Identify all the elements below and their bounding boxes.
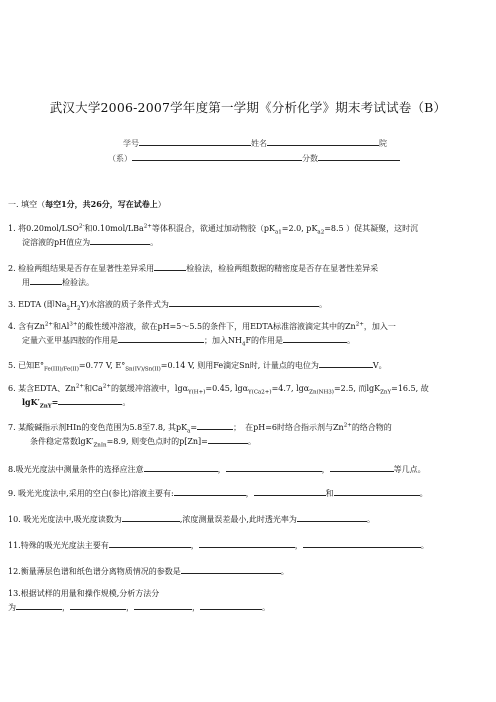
q6-text-a: 6. 某含EDTA、Zn — [8, 384, 76, 393]
q7-text-d: 的络合物的 — [351, 423, 392, 432]
q10-text-b: ,浓度测量误差最小,此时透光率为 — [179, 515, 297, 524]
student-info-line-2 — [108, 151, 400, 164]
q5-sub-fe: Fe(III)/Fe(II) — [44, 366, 79, 373]
q13-sep-1: ， — [62, 603, 70, 612]
q9-sep-2: 和 — [325, 489, 334, 498]
q3-blank[interactable] — [169, 297, 319, 307]
exam-title: 武汉大学2006-2007学年度第一学期《分析化学》期末考试试卷（B） — [49, 100, 447, 115]
q3-sub-na: 2 — [66, 305, 71, 312]
section-heading-end: ） — [157, 200, 166, 209]
q9-blank-2[interactable] — [254, 486, 326, 496]
q4-line2-text-c: F的作用是 — [245, 336, 284, 345]
q6-sub-zny2: ZnY — [39, 403, 52, 410]
q11-text-a: 11.特殊的吸光光度法主要有 — [8, 541, 109, 550]
q5-sub-sn: Sn(IV)/Sn(II) — [125, 366, 161, 373]
q3-sub-h: 2 — [77, 305, 81, 312]
q13-text-line1: 13.根据试样的用量和操作规模,分析方法分 — [8, 589, 160, 598]
q1-text-d: =2.0, p — [281, 224, 312, 233]
q13-line2-text: 为 — [8, 603, 16, 612]
question-10 — [8, 512, 492, 526]
q1-k2: K — [311, 224, 318, 233]
question-11 — [8, 538, 492, 552]
q13-sep-3: ， — [192, 603, 200, 612]
q6-sup-ca: 2+ — [102, 383, 111, 390]
q5-text-b: =0.77 V, E° — [78, 361, 126, 370]
q6-text-e: =4.7, lgα — [271, 384, 310, 393]
q7-line2-text-a: 条件稳定常数lgK′ — [30, 437, 94, 446]
q9-blank-1[interactable] — [174, 486, 246, 496]
q2-text-a: 2. 检验两组结果是否存在显著性差异采用 — [8, 264, 155, 273]
q1-text-c: 等体积混合，欲通过加动物胶（p — [151, 224, 270, 233]
q7-line2-text-b: =8.9, 则变色点时的p[Zn]= — [106, 437, 208, 446]
q10-blank-1[interactable] — [122, 512, 180, 522]
q6-line2-text-b: = — [51, 397, 59, 407]
q13-blank-2[interactable] — [70, 600, 126, 610]
question-12 — [8, 564, 492, 578]
q6-sub-yh: Y(H+) — [188, 389, 206, 396]
q13-blank-3[interactable] — [134, 600, 192, 610]
question-6 — [8, 383, 492, 409]
q4-line2-text-a: 定量六亚甲基四胺的作用是 — [22, 336, 118, 345]
q3-text-c: Y)水溶液的质子条件式为 — [80, 300, 169, 309]
q6-sub-yca: Y(Ca2+) — [248, 389, 272, 396]
question-1 — [8, 223, 492, 249]
q8-blank-1[interactable] — [144, 462, 218, 472]
q1-text-a: 1. 将0.20mol/LSO — [8, 224, 79, 233]
q5-text-a: 5. 已知E° — [8, 361, 45, 370]
q13-blank-1[interactable] — [16, 600, 62, 610]
q1-k1: K — [269, 224, 276, 233]
score-blank[interactable] — [318, 151, 400, 161]
q1-line2-text: 淀溶液的pH值应为 — [22, 238, 91, 247]
q3-text-b: H — [70, 300, 78, 309]
q11-sep-1: ， — [190, 541, 199, 550]
q6-blank[interactable] — [58, 395, 122, 405]
q4-text-a: 4. 含有Zn — [8, 322, 45, 331]
q5-blank[interactable] — [319, 358, 373, 368]
q1-sub-a2: a2 — [317, 229, 325, 236]
q6-text-f: =2.5, 而lgK — [333, 384, 381, 393]
section-heading-bold: 每空1分，共26分，写在试卷上 — [45, 199, 158, 209]
q12-text-b: 。 — [280, 567, 289, 576]
q4-sup-zn: 2+ — [44, 321, 53, 328]
q2-blank-2[interactable] — [30, 275, 62, 285]
q3-text-a: 3. EDTA (即Na — [8, 300, 67, 309]
question-2 — [8, 261, 492, 289]
q8-text-d: 等几点。 — [393, 465, 426, 474]
q11-blank-3[interactable] — [303, 538, 421, 548]
q3-text-d: 。 — [318, 300, 327, 309]
q6-sup-zn: 2+ — [75, 383, 84, 390]
q4-line2-end: 。 — [347, 336, 356, 345]
q2-line2-end: 检验法。 — [62, 278, 94, 287]
q13-sep-2: ， — [126, 603, 134, 612]
q4-blank-1[interactable] — [118, 333, 204, 343]
q6-line2-text-a: lgK′ — [22, 397, 40, 407]
question-13 — [8, 588, 492, 614]
q8-sep-2: ， — [321, 465, 330, 474]
q6-sub-znnh3: Zn(NH3) — [309, 389, 334, 396]
q2-text-b: 检验法，检验两组数据的精密度是否存在显著性差异采 — [186, 264, 379, 273]
q13-line-2 — [8, 600, 492, 614]
q4-line2-text-b: ；加入NH — [204, 336, 242, 345]
q6-sub-zny: ZnY — [380, 389, 392, 396]
question-5 — [8, 358, 492, 372]
q10-text-c: 。 — [366, 515, 375, 524]
q10-blank-2[interactable] — [297, 512, 367, 522]
q8-blank-3[interactable] — [330, 462, 394, 472]
q4-sup-zn2: 2+ — [355, 321, 364, 328]
q7-line-2 — [8, 434, 492, 448]
question-4 — [8, 321, 492, 347]
q7-sub-a: a — [187, 428, 191, 435]
q7-sup-zn: 2+ — [343, 422, 352, 429]
question-7 — [8, 420, 492, 448]
department-blank[interactable] — [132, 151, 302, 161]
q4-blank-2[interactable] — [283, 333, 347, 343]
q13-text-end: 。 — [262, 603, 270, 612]
q11-blank-1[interactable] — [109, 538, 191, 548]
q11-sep-2: ， — [294, 541, 303, 550]
q4-text-b: 和Al — [53, 322, 70, 331]
q8-blank-2[interactable] — [226, 462, 322, 472]
q11-text-d: 。 — [420, 541, 429, 550]
q1-line-2 — [8, 235, 492, 249]
q10-text-a: 10. 吸光光度法中,吸光度读数为 — [8, 515, 122, 524]
q9-text-d: 。 — [419, 489, 428, 498]
q7-blank-2[interactable] — [208, 434, 248, 444]
department-label: （系） — [108, 154, 132, 163]
q13-blank-4[interactable] — [200, 600, 262, 610]
q7-blank-1[interactable] — [197, 420, 233, 430]
q6-line2-end: 。 — [122, 398, 131, 407]
question-9 — [8, 486, 492, 500]
q5-text-d: V。 — [372, 361, 387, 370]
q7-sub-znin: ZnIn — [93, 442, 107, 449]
q1-text-e: =8.5 ）促其凝聚，这时沉 — [324, 224, 419, 233]
q7-text-b: = — [190, 423, 198, 432]
q9-text-a: 9. 吸光光度法中,采用的空白(参比)溶液主要有: — [8, 489, 174, 498]
student-info-line-1 — [123, 136, 387, 149]
q1-sup-ba: 2+ — [143, 223, 152, 230]
college-label: 院 — [379, 139, 387, 148]
q1-sup-so4: 2- — [79, 223, 85, 230]
student-id-blank[interactable] — [139, 136, 251, 146]
q2-line2-text: 用 — [22, 278, 30, 287]
q9-sep-1: ， — [245, 489, 254, 498]
q4-sup-al: 3+ — [69, 321, 78, 328]
q12-text-a: 12.衡量薄层色谱和纸色谱分离物质情况的参数是 — [8, 567, 181, 576]
student-id-label: 学号 — [123, 139, 139, 148]
q1-ph-blank[interactable] — [90, 235, 150, 245]
q6-text-d: =0.45, lgα — [205, 384, 249, 393]
q4-text-c: 的酸性缓冲溶液，欲在pH=5～5.5的条件下，用EDTA标准溶液滴定其中的Zn — [77, 322, 356, 331]
q11-blank-2[interactable] — [199, 538, 295, 548]
name-blank[interactable] — [267, 136, 379, 146]
q6-line-2 — [8, 395, 492, 409]
name-label: 姓名 — [251, 139, 267, 148]
q5-text-c: =0.14 V, 则用Fe滴定Sn时, 计量点的电位为 — [160, 361, 319, 370]
q6-text-b: 和Ca — [83, 384, 103, 393]
q2-line-2 — [8, 275, 492, 289]
q6-text-g: =16.5, 故 — [391, 384, 429, 393]
q2-blank-1[interactable] — [154, 261, 186, 271]
q12-blank[interactable] — [181, 564, 281, 574]
q1-line2-end: 。 — [150, 238, 159, 247]
section-heading — [8, 198, 492, 211]
question-8 — [8, 462, 492, 476]
q1-text-b: 和0.10mol/LBa — [84, 224, 144, 233]
q8-text-a: 8.吸光光度法中测量条件的选择应注意 — [8, 465, 144, 474]
q7-k: K — [181, 423, 188, 432]
q4-line-2 — [8, 333, 492, 347]
score-label: 分数 — [302, 154, 318, 163]
q7-text-a: 7. 某酸碱指示剂HIn的变色范围为5.8至7.8, 其p — [8, 423, 182, 432]
q9-blank-3[interactable] — [334, 486, 420, 496]
q4-sub-nh4: 4 — [241, 341, 246, 348]
q7-text-c: ； 在pH=6时络合指示剂与Zn — [233, 423, 344, 432]
q4-text-d: ，加入一 — [363, 322, 396, 331]
question-3 — [8, 297, 492, 311]
q8-sep-1: ， — [217, 465, 226, 474]
q1-sub-a1: a1 — [275, 229, 282, 236]
q7-line2-end: 。 — [247, 437, 256, 446]
section-heading-text: 一. 填空（ — [8, 200, 46, 209]
q6-text-c: 的氨缓冲溶液中，lgα — [110, 384, 189, 393]
